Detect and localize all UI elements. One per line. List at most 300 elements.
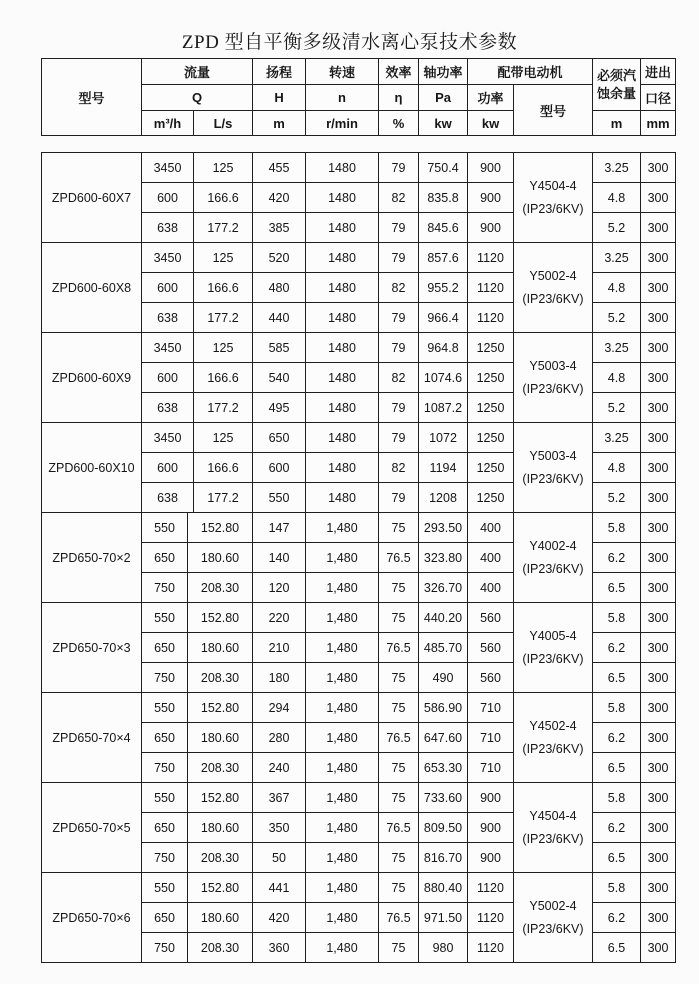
cell-shaft-power: 326.70 — [419, 573, 468, 603]
cell-speed: 1,480 — [306, 603, 379, 633]
header-flow-symbol: Q — [142, 85, 253, 111]
cell-pump-model: ZPD650-70×4 — [42, 693, 142, 783]
cell-flow-ls: 177.2 — [194, 483, 253, 513]
cell-head: 600 — [253, 453, 306, 483]
cell-port: 300 — [641, 273, 676, 303]
cell-motor-power: 1250 — [468, 333, 514, 363]
cell-npsh: 5.2 — [593, 303, 641, 333]
pump-table-body — [42, 153, 676, 963]
cell-flow-ls: 166.6 — [194, 183, 253, 213]
cell-shaft-power: 980 — [419, 933, 468, 963]
cell-port: 300 — [641, 183, 676, 213]
cell-speed: 1480 — [306, 183, 379, 213]
header-head: 扬程 — [253, 59, 306, 85]
cell-shaft-power: 880.40 — [419, 873, 468, 903]
cell-head: 147 — [253, 513, 306, 543]
motor-model-spec: (IP23/6KV) — [522, 381, 584, 396]
cell-port: 300 — [641, 213, 676, 243]
cell-efficiency: 76.5 — [379, 543, 419, 573]
cell-head: 120 — [253, 573, 306, 603]
cell-flow-m3h: 3450 — [142, 333, 194, 363]
cell-efficiency: 76.5 — [379, 723, 419, 753]
cell-efficiency: 75 — [379, 933, 419, 963]
header-unit-kw-motor: kw — [468, 111, 514, 136]
cell-efficiency: 82 — [379, 363, 419, 393]
cell-motor-power: 1120 — [468, 273, 514, 303]
cell-efficiency: 79 — [379, 423, 419, 453]
page-title: ZPD 型自平衡多级清水离心泵技术参数 — [181, 32, 518, 53]
cell-speed: 1,480 — [306, 693, 379, 723]
cell-flow-ls: 177.2 — [194, 213, 253, 243]
cell-port: 300 — [641, 663, 676, 693]
cell-flow-m3h: 600 — [142, 273, 194, 303]
cell-shaft-power: 586.90 — [419, 693, 468, 723]
pump-table-header — [41, 58, 676, 136]
cell-shaft-power: 1087.2 — [419, 393, 468, 423]
cell-head: 210 — [253, 633, 306, 663]
motor-model-name: Y5003-4 — [529, 358, 577, 373]
header-port-line2: 口径 — [641, 85, 676, 111]
header-unit-head-m: m — [253, 111, 306, 136]
header-unit-kw-shaft: kw — [419, 111, 468, 136]
cell-port: 300 — [641, 453, 676, 483]
cell-speed: 1480 — [306, 303, 379, 333]
cell-speed: 1,480 — [306, 783, 379, 813]
cell-npsh: 5.8 — [593, 513, 641, 543]
cell-motor-model — [514, 783, 593, 873]
cell-flow-ls: 125 — [194, 333, 253, 363]
cell-npsh: 5.2 — [593, 483, 641, 513]
cell-shaft-power: 323.80 — [419, 543, 468, 573]
cell-flow-ls: 152.80 — [188, 693, 253, 723]
cell-port: 300 — [641, 543, 676, 573]
cell-npsh: 6.2 — [593, 633, 641, 663]
header-motor-model-label: 型号 — [514, 85, 593, 136]
cell-flow-ls: 177.2 — [194, 303, 253, 333]
pump-table — [41, 152, 676, 963]
cell-head: 495 — [253, 393, 306, 423]
cell-motor-power: 710 — [468, 693, 514, 723]
cell-npsh: 6.5 — [593, 933, 641, 963]
cell-flow-ls: 180.60 — [188, 633, 253, 663]
cell-efficiency: 79 — [379, 303, 419, 333]
cell-motor-power: 900 — [468, 213, 514, 243]
cell-npsh: 3.25 — [593, 423, 641, 453]
cell-shaft-power: 440.20 — [419, 603, 468, 633]
cell-flow-ls: 180.60 — [188, 813, 253, 843]
motor-model-spec: (IP23/6KV) — [522, 201, 584, 216]
cell-flow-ls: 125 — [194, 153, 253, 183]
cell-flow-m3h: 638 — [142, 303, 194, 333]
cell-head: 455 — [253, 153, 306, 183]
cell-head: 550 — [253, 483, 306, 513]
table-row — [42, 783, 676, 813]
header-motor-power-label: 功率 — [468, 85, 514, 111]
cell-pump-model: ZPD600-60X10 — [42, 423, 142, 513]
cell-flow-m3h: 750 — [142, 753, 188, 783]
cell-npsh: 6.5 — [593, 753, 641, 783]
cell-shaft-power: 1072 — [419, 423, 468, 453]
cell-flow-m3h: 3450 — [142, 153, 194, 183]
cell-head: 420 — [253, 183, 306, 213]
cell-port: 300 — [641, 333, 676, 363]
cell-motor-power: 1250 — [468, 363, 514, 393]
cell-flow-ls: 208.30 — [188, 753, 253, 783]
header-port-line1: 进出 — [641, 59, 676, 85]
cell-npsh: 5.8 — [593, 603, 641, 633]
cell-flow-m3h: 650 — [142, 543, 188, 573]
cell-efficiency: 75 — [379, 693, 419, 723]
cell-efficiency: 75 — [379, 873, 419, 903]
cell-shaft-power: 1074.6 — [419, 363, 468, 393]
header-unit-rmin: r/min — [306, 111, 379, 136]
table-row — [42, 333, 676, 363]
cell-speed: 1480 — [306, 423, 379, 453]
table-row — [42, 243, 676, 273]
cell-speed: 1480 — [306, 273, 379, 303]
cell-motor-model — [514, 873, 593, 963]
cell-flow-ls: 177.2 — [194, 393, 253, 423]
cell-motor-power: 1250 — [468, 483, 514, 513]
cell-port: 300 — [641, 423, 676, 453]
cell-npsh: 6.5 — [593, 843, 641, 873]
cell-pump-model: ZPD650-70×3 — [42, 603, 142, 693]
cell-speed: 1480 — [306, 333, 379, 363]
header-unit-npsh-m: m — [593, 111, 641, 136]
motor-model-spec: (IP23/6KV) — [522, 741, 584, 756]
cell-npsh: 5.8 — [593, 873, 641, 903]
cell-npsh: 6.2 — [593, 723, 641, 753]
cell-motor-model — [514, 333, 593, 423]
cell-efficiency: 75 — [379, 663, 419, 693]
motor-model-spec: (IP23/6KV) — [522, 291, 584, 306]
cell-npsh: 4.8 — [593, 183, 641, 213]
cell-npsh: 6.2 — [593, 813, 641, 843]
cell-pump-model: ZPD600-60X7 — [42, 153, 142, 243]
cell-speed: 1,480 — [306, 903, 379, 933]
cell-flow-ls: 180.60 — [188, 723, 253, 753]
cell-head: 585 — [253, 333, 306, 363]
cell-motor-power: 560 — [468, 663, 514, 693]
cell-port: 300 — [641, 153, 676, 183]
cell-motor-model — [514, 513, 593, 603]
cell-head: 650 — [253, 423, 306, 453]
header-shaft-power: 轴功率 — [419, 59, 468, 85]
cell-flow-ls: 208.30 — [188, 573, 253, 603]
cell-motor-power: 900 — [468, 153, 514, 183]
header-head-symbol: H — [253, 85, 306, 111]
cell-motor-power: 1120 — [468, 303, 514, 333]
cell-shaft-power: 1194 — [419, 453, 468, 483]
table-row — [42, 603, 676, 633]
cell-speed: 1,480 — [306, 933, 379, 963]
cell-speed: 1,480 — [306, 633, 379, 663]
cell-motor-power: 400 — [468, 543, 514, 573]
cell-pump-model: ZPD600-60X8 — [42, 243, 142, 333]
cell-motor-power: 1120 — [468, 873, 514, 903]
cell-motor-power: 900 — [468, 813, 514, 843]
cell-speed: 1480 — [306, 153, 379, 183]
cell-efficiency: 75 — [379, 753, 419, 783]
cell-motor-model — [514, 603, 593, 693]
cell-motor-power: 1250 — [468, 393, 514, 423]
header-flow: 流量 — [142, 59, 253, 85]
header-speed: 转速 — [306, 59, 379, 85]
table-row — [42, 873, 676, 903]
cell-port: 300 — [641, 843, 676, 873]
cell-motor-model — [514, 153, 593, 243]
cell-shaft-power: 816.70 — [419, 843, 468, 873]
cell-speed: 1480 — [306, 213, 379, 243]
cell-flow-ls: 152.80 — [188, 783, 253, 813]
cell-flow-m3h: 750 — [142, 573, 188, 603]
cell-shaft-power: 966.4 — [419, 303, 468, 333]
cell-speed: 1,480 — [306, 813, 379, 843]
table-row — [42, 153, 676, 183]
cell-shaft-power: 490 — [419, 663, 468, 693]
cell-shaft-power: 845.6 — [419, 213, 468, 243]
motor-model-spec: (IP23/6KV) — [522, 831, 584, 846]
cell-shaft-power: 971.50 — [419, 903, 468, 933]
cell-efficiency: 76.5 — [379, 903, 419, 933]
cell-motor-power: 560 — [468, 603, 514, 633]
cell-head: 240 — [253, 753, 306, 783]
cell-port: 300 — [641, 513, 676, 543]
cell-flow-m3h: 650 — [142, 903, 188, 933]
header-efficiency-symbol: η — [379, 85, 419, 111]
cell-speed: 1,480 — [306, 573, 379, 603]
motor-model-name: Y4502-4 — [529, 718, 577, 733]
cell-head: 440 — [253, 303, 306, 333]
cell-flow-m3h: 750 — [142, 933, 188, 963]
cell-head: 420 — [253, 903, 306, 933]
header-model: 型号 — [42, 59, 142, 136]
header-unit-mm: mm — [641, 111, 676, 136]
cell-shaft-power: 1208 — [419, 483, 468, 513]
cell-speed: 1480 — [306, 243, 379, 273]
cell-efficiency: 75 — [379, 843, 419, 873]
cell-npsh: 5.2 — [593, 393, 641, 423]
cell-shaft-power: 964.8 — [419, 333, 468, 363]
cell-head: 480 — [253, 273, 306, 303]
motor-model-name: Y4005-4 — [529, 628, 577, 643]
cell-flow-ls: 166.6 — [194, 453, 253, 483]
cell-shaft-power: 733.60 — [419, 783, 468, 813]
cell-flow-m3h: 650 — [142, 633, 188, 663]
header-unit-m3h: m³/h — [142, 111, 194, 136]
cell-speed: 1480 — [306, 393, 379, 423]
cell-port: 300 — [641, 633, 676, 663]
cell-port: 300 — [641, 693, 676, 723]
motor-model-spec: (IP23/6KV) — [522, 921, 584, 936]
cell-head: 350 — [253, 813, 306, 843]
header-row-labels — [42, 59, 676, 85]
cell-head: 520 — [253, 243, 306, 273]
cell-efficiency: 75 — [379, 603, 419, 633]
cell-npsh: 5.8 — [593, 783, 641, 813]
table-row — [42, 693, 676, 723]
cell-shaft-power: 647.60 — [419, 723, 468, 753]
cell-npsh: 4.8 — [593, 363, 641, 393]
cell-shaft-power: 857.6 — [419, 243, 468, 273]
cell-head: 294 — [253, 693, 306, 723]
cell-flow-ls: 208.30 — [188, 843, 253, 873]
cell-flow-ls: 180.60 — [188, 903, 253, 933]
cell-motor-model — [514, 243, 593, 333]
cell-speed: 1480 — [306, 363, 379, 393]
cell-npsh: 3.25 — [593, 333, 641, 363]
cell-motor-power: 710 — [468, 723, 514, 753]
cell-motor-power: 560 — [468, 633, 514, 663]
cell-pump-model: ZPD600-60X9 — [42, 333, 142, 423]
cell-motor-power: 1120 — [468, 933, 514, 963]
cell-pump-model: ZPD650-70×2 — [42, 513, 142, 603]
cell-flow-m3h: 550 — [142, 513, 188, 543]
motor-model-name: Y5003-4 — [529, 448, 577, 463]
cell-motor-power: 400 — [468, 573, 514, 603]
cell-efficiency: 75 — [379, 513, 419, 543]
cell-flow-ls: 125 — [194, 423, 253, 453]
cell-flow-m3h: 600 — [142, 453, 194, 483]
cell-flow-m3h: 600 — [142, 363, 194, 393]
cell-npsh: 3.25 — [593, 153, 641, 183]
cell-flow-ls: 152.80 — [188, 513, 253, 543]
motor-model-name: Y4504-4 — [529, 808, 577, 823]
cell-npsh: 6.2 — [593, 903, 641, 933]
cell-npsh: 5.8 — [593, 693, 641, 723]
cell-port: 300 — [641, 393, 676, 423]
cell-flow-m3h: 550 — [142, 693, 188, 723]
cell-speed: 1,480 — [306, 543, 379, 573]
cell-head: 180 — [253, 663, 306, 693]
cell-motor-model — [514, 693, 593, 783]
cell-npsh: 5.2 — [593, 213, 641, 243]
cell-flow-ls: 208.30 — [188, 933, 253, 963]
cell-flow-m3h: 638 — [142, 393, 194, 423]
cell-speed: 1,480 — [306, 753, 379, 783]
cell-shaft-power: 835.8 — [419, 183, 468, 213]
header-motor: 配带电动机 — [468, 59, 593, 85]
cell-flow-m3h: 750 — [142, 843, 188, 873]
cell-motor-power: 710 — [468, 753, 514, 783]
cell-port: 300 — [641, 573, 676, 603]
cell-head: 360 — [253, 933, 306, 963]
cell-port: 300 — [641, 363, 676, 393]
cell-motor-power: 900 — [468, 843, 514, 873]
cell-efficiency: 82 — [379, 183, 419, 213]
cell-npsh: 3.25 — [593, 243, 641, 273]
motor-model-spec: (IP23/6KV) — [522, 561, 584, 576]
cell-efficiency: 75 — [379, 573, 419, 603]
cell-port: 300 — [641, 903, 676, 933]
header-speed-symbol: n — [306, 85, 379, 111]
cell-shaft-power: 955.2 — [419, 273, 468, 303]
header-unit-ls: L/s — [194, 111, 253, 136]
cell-motor-model — [514, 423, 593, 513]
header-npsh-line2: 蚀余量 — [597, 85, 637, 101]
cell-flow-m3h: 750 — [142, 663, 188, 693]
cell-motor-power: 400 — [468, 513, 514, 543]
cell-npsh: 6.2 — [593, 543, 641, 573]
cell-head: 50 — [253, 843, 306, 873]
cell-head: 280 — [253, 723, 306, 753]
cell-flow-m3h: 550 — [142, 783, 188, 813]
cell-port: 300 — [641, 783, 676, 813]
header-shaft-power-symbol: Pa — [419, 85, 468, 111]
cell-flow-ls: 166.6 — [194, 363, 253, 393]
cell-speed: 1480 — [306, 483, 379, 513]
cell-motor-power: 1120 — [468, 243, 514, 273]
cell-pump-model: ZPD650-70×5 — [42, 783, 142, 873]
cell-efficiency: 79 — [379, 213, 419, 243]
cell-efficiency: 79 — [379, 153, 419, 183]
cell-flow-m3h: 550 — [142, 873, 188, 903]
cell-npsh: 4.8 — [593, 273, 641, 303]
cell-flow-ls: 152.80 — [188, 873, 253, 903]
cell-motor-power: 1250 — [468, 423, 514, 453]
cell-npsh: 6.5 — [593, 573, 641, 603]
header-efficiency: 效率 — [379, 59, 419, 85]
cell-shaft-power: 809.50 — [419, 813, 468, 843]
cell-flow-m3h: 638 — [142, 483, 194, 513]
cell-efficiency: 79 — [379, 393, 419, 423]
motor-model-spec: (IP23/6KV) — [522, 471, 584, 486]
header-unit-percent: % — [379, 111, 419, 136]
cell-head: 540 — [253, 363, 306, 393]
cell-flow-ls: 180.60 — [188, 543, 253, 573]
cell-flow-m3h: 638 — [142, 213, 194, 243]
cell-motor-power: 900 — [468, 783, 514, 813]
cell-flow-m3h: 600 — [142, 183, 194, 213]
cell-port: 300 — [641, 483, 676, 513]
cell-flow-ls: 125 — [194, 243, 253, 273]
cell-flow-ls: 208.30 — [188, 663, 253, 693]
cell-head: 385 — [253, 213, 306, 243]
cell-motor-power: 1250 — [468, 453, 514, 483]
cell-efficiency: 76.5 — [379, 633, 419, 663]
cell-efficiency: 79 — [379, 483, 419, 513]
cell-speed: 1,480 — [306, 723, 379, 753]
cell-port: 300 — [641, 813, 676, 843]
cell-port: 300 — [641, 603, 676, 633]
cell-port: 300 — [641, 243, 676, 273]
cell-speed: 1,480 — [306, 843, 379, 873]
cell-npsh: 4.8 — [593, 453, 641, 483]
cell-flow-ls: 166.6 — [194, 273, 253, 303]
table-row — [42, 513, 676, 543]
cell-flow-m3h: 650 — [142, 813, 188, 843]
cell-port: 300 — [641, 303, 676, 333]
cell-efficiency: 75 — [379, 783, 419, 813]
cell-shaft-power: 653.30 — [419, 753, 468, 783]
table-row — [42, 423, 676, 453]
cell-flow-m3h: 650 — [142, 723, 188, 753]
header-npsh — [593, 59, 641, 111]
cell-efficiency: 82 — [379, 273, 419, 303]
cell-flow-ls: 152.80 — [188, 603, 253, 633]
cell-head: 140 — [253, 543, 306, 573]
cell-head: 441 — [253, 873, 306, 903]
cell-npsh: 6.5 — [593, 663, 641, 693]
cell-flow-m3h: 550 — [142, 603, 188, 633]
motor-model-name: Y5002-4 — [529, 898, 577, 913]
cell-shaft-power: 750.4 — [419, 153, 468, 183]
cell-shaft-power: 485.70 — [419, 633, 468, 663]
cell-speed: 1,480 — [306, 663, 379, 693]
cell-port: 300 — [641, 753, 676, 783]
cell-speed: 1,480 — [306, 513, 379, 543]
cell-head: 367 — [253, 783, 306, 813]
